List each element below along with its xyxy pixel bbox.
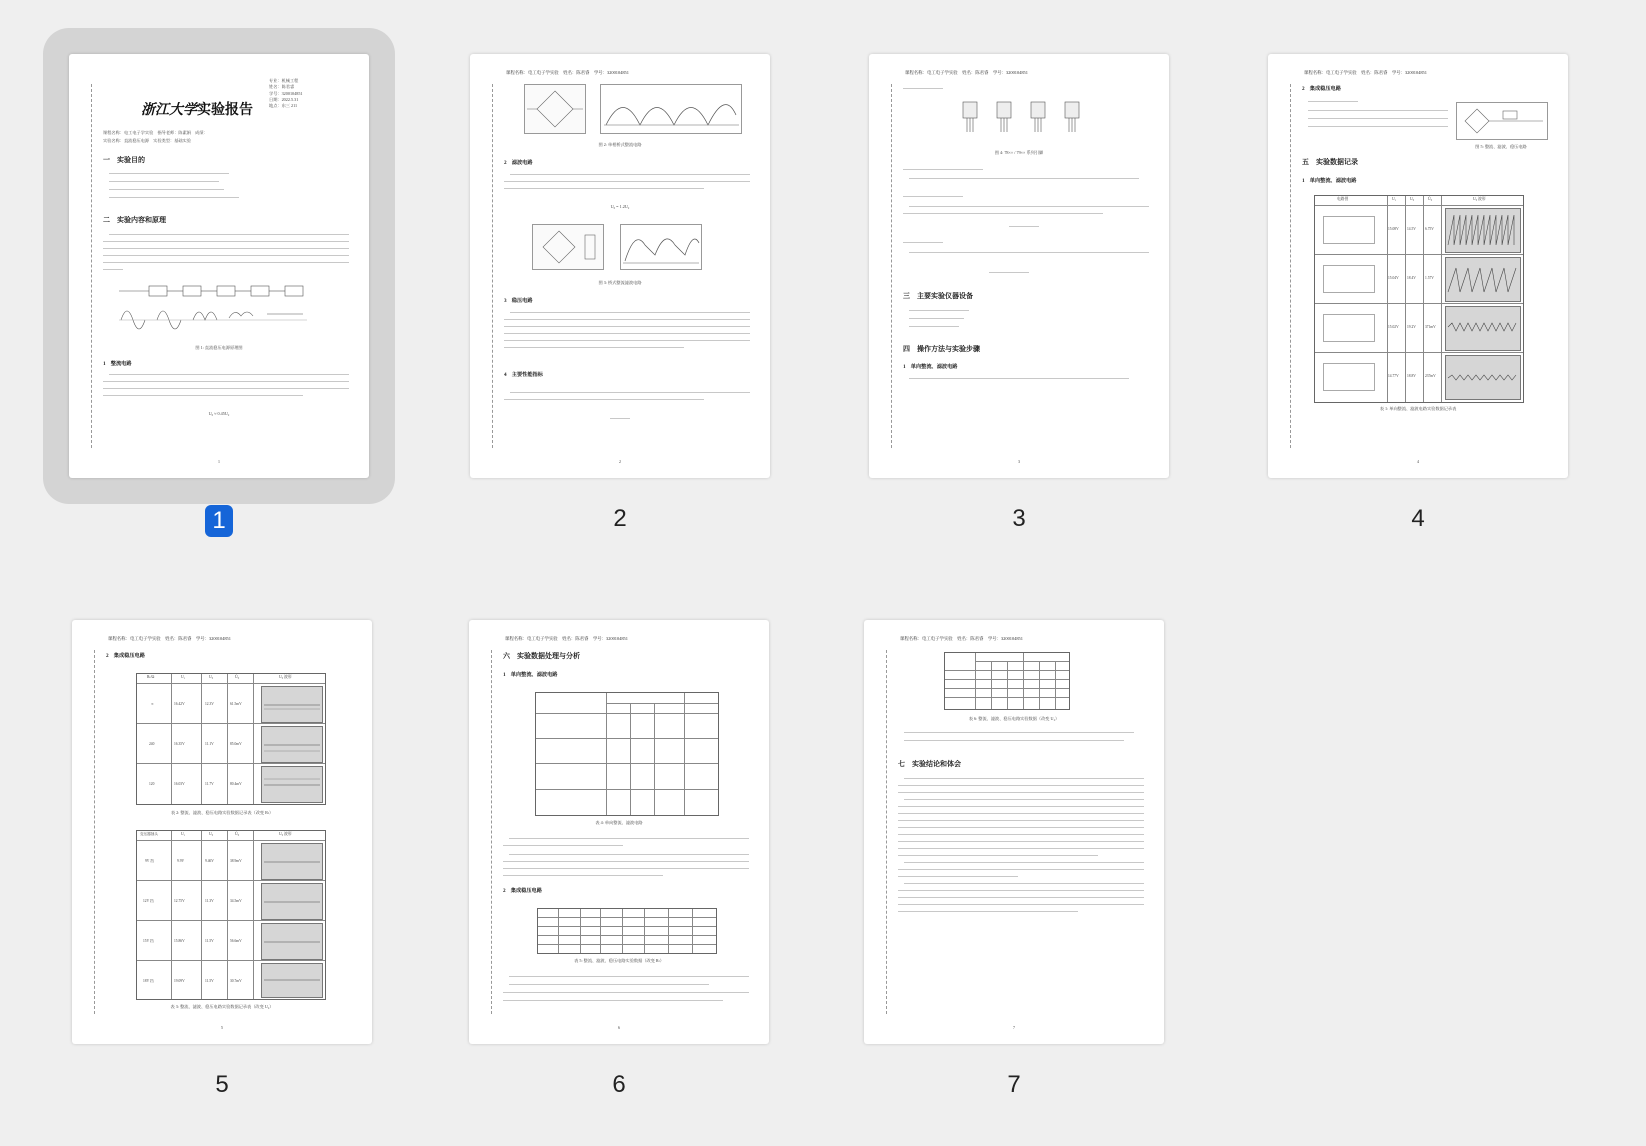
- subsection-heading: 4 主要性能指标: [504, 372, 543, 378]
- page-2-content[interactable]: [470, 54, 770, 478]
- table-caption: 表 1: 单向整流、滤波电路实验数据记录表: [1379, 406, 1457, 411]
- page-number-label: 3: [1012, 505, 1026, 532]
- subsection-heading: 2 滤波电路: [504, 160, 533, 166]
- page-footer-number: 4: [1416, 458, 1420, 464]
- data-table-2: Rₗ/Ω U₂ U₀ Ũ₀ U₀ 波形 ∞ 16.42V 12.3V 61.5mV 240 16.35V 11.1V 85.0mV 120 16.03V 11.7V 80.4mV: [136, 673, 326, 805]
- circuit-diagram: [524, 84, 586, 134]
- section-heading: 七 实验结论和体会: [898, 760, 961, 768]
- figure-caption: 图 4: 78×× / 79×× 系列引脚: [994, 150, 1044, 155]
- page-footer-number: 5: [220, 1024, 224, 1030]
- page-header: 课程名称：电工电子学实验 姓名：陈君睿 学号：3200104851: [900, 636, 1023, 641]
- table-caption: 表 4: 单向整流、滤波电路: [595, 820, 643, 825]
- subsection-heading: 1 单向整流、滤波电路: [1302, 178, 1357, 184]
- page-number-label: 4: [1411, 505, 1425, 532]
- section-heading: 四 操作方法与实验步骤: [903, 345, 980, 353]
- table-caption: 表 3: 整流、滤波、稳压电路实验数据记录表（改变 U₂）: [170, 1004, 274, 1009]
- page-number-label: 1: [69, 505, 369, 537]
- formula: U₀ ≈ 0.45U₂: [208, 411, 230, 416]
- binding-line: [91, 84, 92, 448]
- subsection-heading: 2 集成稳压电路: [1302, 86, 1341, 92]
- section-heading: 五 实验数据记录: [1302, 158, 1358, 166]
- subsection-heading: 2 集成稳压电路: [106, 653, 145, 659]
- page-footer-number: 2: [618, 458, 622, 464]
- circuit-diagram: [1456, 102, 1548, 140]
- table-caption: 表 5: 整流、滤波、稳压电路实验数据（改变 Rₗ）: [574, 958, 664, 963]
- section-heading: 六 实验数据处理与分析: [503, 652, 580, 660]
- figure-caption: 图 3: 桥式整流滤波电路: [598, 280, 642, 285]
- figure-caption: 图 5: 整流、滤波、稳压电路: [1475, 144, 1527, 149]
- student-meta: 专业：机械工程 姓名：陈君睿 学号：3200104851 日期：2022.5.31 地点：东三 211: [269, 78, 303, 109]
- page-7-content[interactable]: [864, 620, 1164, 1044]
- subsection-heading: 1 单向整流、滤波电路: [903, 364, 958, 370]
- formula: U₀ = 1.2U₂: [610, 204, 630, 209]
- waveform-plot: [600, 84, 742, 134]
- page-1-content[interactable]: [69, 54, 369, 478]
- subsection-heading: 1 整流电路: [103, 361, 132, 367]
- section-heading: 一 实验目的: [103, 156, 145, 164]
- course-line: 课程名称：电工电子学实验 指导老师：陈素娟 成绩：: [103, 130, 208, 135]
- page-footer-number: 7: [1012, 1024, 1016, 1030]
- figure-caption: 图 1: 直流稳压电源原理图: [195, 345, 243, 350]
- section-heading: 二 实验内容和原理: [103, 216, 166, 224]
- page-header: 课程名称：电工电子学实验 姓名：陈君睿 学号：3200104851: [108, 636, 231, 641]
- figure-caption: 图 2: 单相桥式整流电路: [598, 142, 642, 147]
- page-footer-number: 6: [617, 1024, 621, 1030]
- page-number-label: 7: [1007, 1071, 1021, 1098]
- page-header: 课程名称：电工电子学实验 姓名：陈君睿 学号：3200104851: [905, 70, 1028, 75]
- page-header: 课程名称：电工电子学实验 姓名：陈君睿 学号：3200104851: [506, 70, 629, 75]
- table-caption: 表 6: 整流、滤波、稳压电路实验数据（改变 U₂）: [968, 716, 1060, 721]
- page-footer-number: 3: [1017, 458, 1021, 464]
- subsection-heading: 1 单向整流、滤波电路: [503, 672, 558, 678]
- table-caption: 表 2: 整流、滤波、稳压电路实验数据记录表（改变 Rₗ）: [170, 810, 274, 815]
- subsection-heading: 3 稳压电路: [504, 298, 533, 304]
- circuit-diagram: [532, 224, 604, 270]
- subsection-heading: 2 集成稳压电路: [503, 888, 542, 894]
- ic-pinout-figure: [959, 98, 1089, 140]
- data-table-1: 电路图 U₂ U₀ Ũ₀ U₀ 波形 15.08V 14.5V 6.75V 15.04V 18.4V 1.57V 15.02V 19.2V 371mV 14.77V 18.8V 237mV: [1314, 195, 1524, 403]
- page-header: 课程名称：电工电子学实验 姓名：陈君睿 学号：3200104851: [505, 636, 628, 641]
- page-3-content[interactable]: [869, 54, 1169, 478]
- page-4-content[interactable]: [1268, 54, 1568, 478]
- data-table-4: [535, 692, 719, 816]
- page-number-label: 5: [215, 1071, 229, 1098]
- page-6-content[interactable]: [469, 620, 769, 1044]
- page-5-content[interactable]: [72, 620, 372, 1044]
- report-title: 浙江大学实验报告: [141, 102, 253, 118]
- page-header: 课程名称：电工电子学实验 姓名：陈君睿 学号：3200104851: [1304, 70, 1427, 75]
- data-table-3: 变压器抽头 U₂ U₀ Ũ₀ U₀ 波形 9V 挡 9.9V 9.46V 38.9mV 12V 挡 12.75V 11.3V 34.5mV 15V 挡 15.86V 11.5V 56.6mV 18V 挡 19.09V 11.5V 30.7mV: [136, 830, 326, 1000]
- block-diagram: [117, 280, 317, 338]
- experiment-line: 实验名称：直流稳压电源 实验类型：基础实验: [103, 138, 191, 143]
- page-number-label: 2: [613, 505, 627, 532]
- waveform-plot: [620, 224, 702, 270]
- page-number-label: 6: [612, 1071, 626, 1098]
- page-footer-number: 1: [217, 458, 221, 464]
- section-heading: 三 主要实验仪器设备: [903, 292, 973, 300]
- data-table-6: [944, 652, 1070, 710]
- data-table-5: [537, 908, 717, 954]
